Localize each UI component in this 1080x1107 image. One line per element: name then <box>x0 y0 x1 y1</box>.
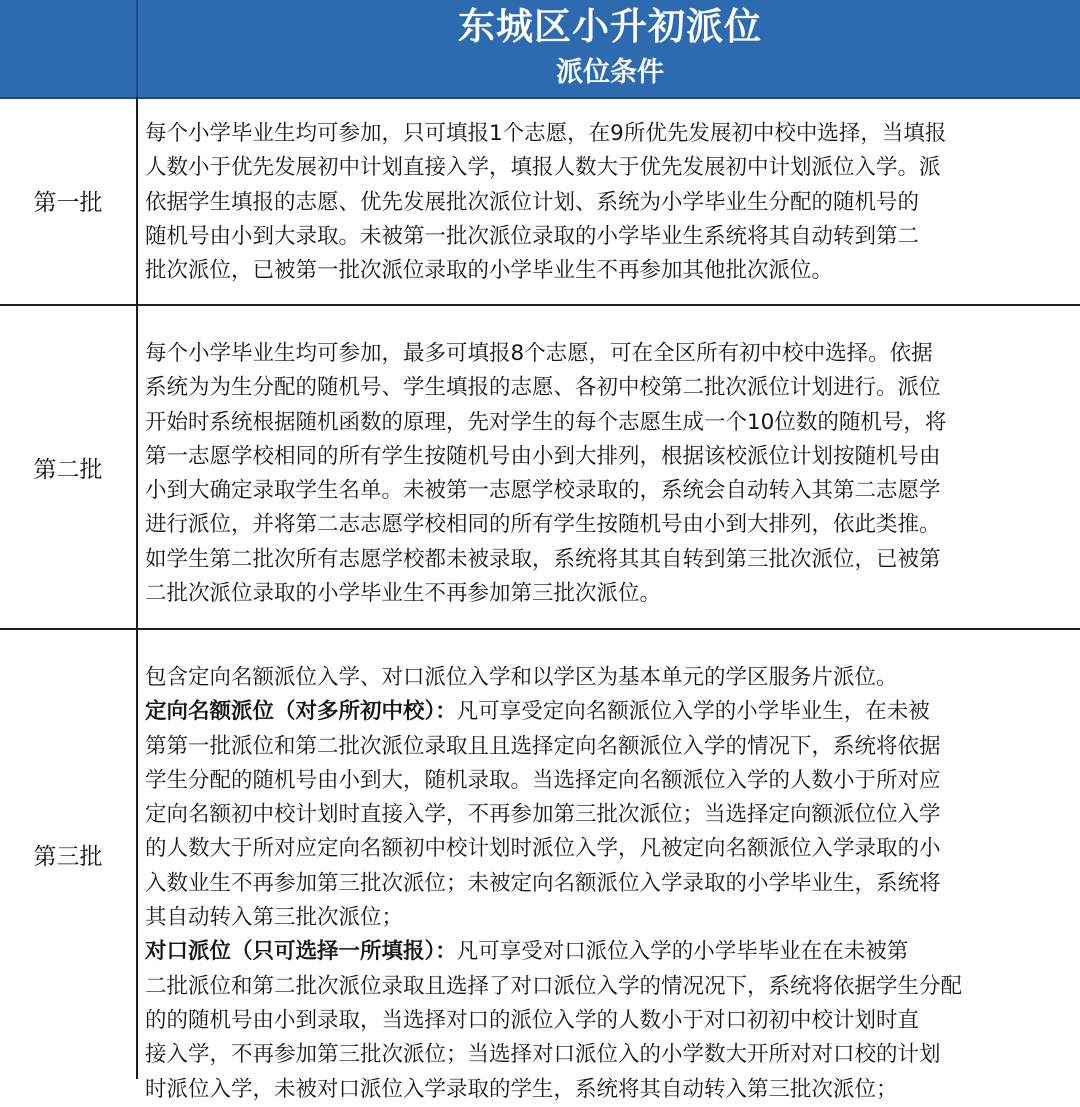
batch-label: 第二批 <box>0 306 138 628</box>
text-line: 第第一批派位和第二批次派位录取且且选择定向名额派位入学的情况下，系统将依据 <box>145 733 941 759</box>
text-line: 入数业生不再参加第三批次派位；未被定向名额派位入学录取的小学毕业生，系统将 <box>145 870 941 896</box>
batch-description <box>145 117 1072 288</box>
text-line: 其自动转入第三批次派位； <box>145 905 404 931</box>
text-line: 每个小学毕业生均可参加，最多可填报8个志愿，可在全区所有初中校中选择。依据 <box>145 341 933 366</box>
text-line: 随机号由小到大录取。未被第一批次派位录取的小学毕业生系统将其自动转到第二 <box>145 223 920 249</box>
section-title-targeted-quota: 定向名额派位（对多所初中校）： <box>145 699 457 725</box>
table-header <box>0 0 1080 99</box>
table-row-batch-3 <box>0 630 1080 1102</box>
text-line: 第一志愿学校相同的所有学生按随机号由小到大排列，根据该校派位计划按随机号由 <box>145 443 941 469</box>
text-line <box>145 695 1072 729</box>
text-line: 包含定向名额派位入学、对口派位入学和以学区为基本单元的学区服务片派位。 <box>145 665 898 690</box>
text-line: 二批派位和第二批次派位录取且选择了对口派位入学的情况况下，系统将依据学生分配 <box>145 973 963 999</box>
table-row-batch-2 <box>0 306 1080 630</box>
text-line: 时派位入学，未被对口派位入学录取的学生，系统将其自动转入第三批次派位； <box>145 1076 898 1102</box>
text-line: 定向名额初中校计划时直接入学，不再参加第三批次派位；当选择定向额派位位入学 <box>145 802 941 828</box>
text-line: 进行派位，并将第二志志愿学校相同的所有学生按随机号由小到大排列，依此类推。 <box>145 512 941 538</box>
section-text: 凡可享受对口派位入学的小学毕毕业在在未被第 <box>456 939 909 965</box>
text-line: 开始时系统根据随机函数的原理，先对学生的每个志愿生成一个10位数的随机号，将 <box>145 409 947 435</box>
text-line: 的的随机号由小到录取，当选择对口的派位入学的人数小于对口初初中校计划时直 <box>145 1007 920 1033</box>
batch-label: 第一批 <box>0 97 138 304</box>
text-line: 依据学生填报的志愿、优先发展批次派位计划、系统为小学毕业生分配的随机号的 <box>145 189 920 215</box>
batch-label: 第三批 <box>0 630 138 1079</box>
text-line: 学生分配的随机号由小到大，随机录取。当选择定向名额派位入学的人数小于所对应 <box>145 767 941 793</box>
text-line: 批次派位，已被第一批次派位录取的小学毕业生不再参加其他批次派位。 <box>145 258 834 284</box>
text-line: 人数小于优先发展初中计划直接入学，填报人数大于优先发展初中计划派位入学。派 <box>145 155 941 181</box>
page-title: 东城区小升初派位 <box>458 5 762 48</box>
section-text: 凡可享受定向名额派位入学的小学毕业生，在未被 <box>456 699 930 725</box>
text-line: 接入学，不再参加第三批次派位；当选择对口派位入的小学数大开所对对口校的计划 <box>145 1042 941 1068</box>
table-row-batch-1 <box>0 97 1080 306</box>
batch-description <box>145 337 1072 611</box>
header-corner-cell <box>0 0 138 97</box>
text-line: 的人数大于所对应定向名额初中校计划时派位入学，凡被定向名额派位入学录取的小 <box>145 836 941 862</box>
text-line: 二批次派位录取的小学毕业生不再参加第三批次派位。 <box>145 581 662 607</box>
batch-description <box>145 661 1072 1107</box>
text-line: 每个小学毕业生均可参加，只可填报1个志愿，在9所优先发展初中校中选择，当填报 <box>145 121 947 146</box>
text-line <box>145 935 1072 969</box>
column-header-conditions: 派位条件 <box>556 57 664 88</box>
text-line: 系统为为生分配的随机号、学生填报的志愿、各初中校第二批次派位计划进行。派位 <box>145 375 941 401</box>
section-title-paired-allocation: 对口派位（只可选择一所填报）： <box>145 939 457 965</box>
text-line: 如学生第二批次所有志愿学校都未被录取，系统将其其自转到第三批次派位，已被第 <box>145 546 941 572</box>
text-line: 小到大确定录取学生名单。未被第一志愿学校录取的，系统会自动转入其第二志愿学 <box>145 478 941 504</box>
